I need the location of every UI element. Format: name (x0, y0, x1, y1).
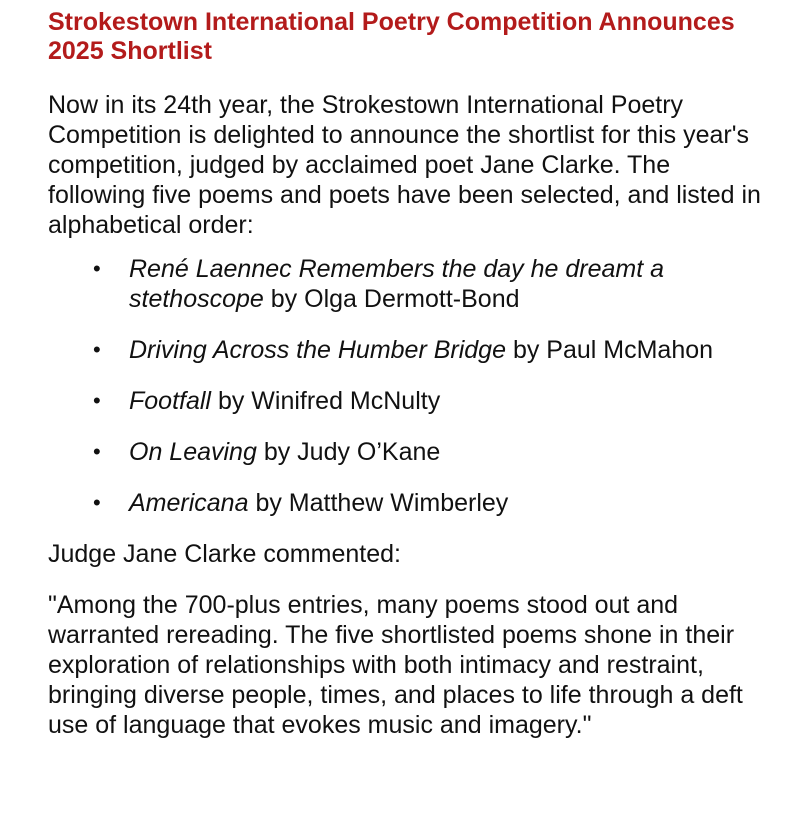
bullet-icon: • (93, 256, 101, 281)
bullet-icon: • (93, 490, 101, 515)
poem-byline: by Olga Dermott-Bond (270, 285, 520, 313)
poem-byline: by Matthew Wimberley (255, 489, 509, 517)
headline: Strokestown International Poetry Competition Announces 2025 Shortlist (48, 8, 735, 65)
bullet-icon: • (93, 337, 101, 362)
list-item (48, 488, 768, 518)
poem-title: Footfall (129, 387, 211, 415)
judge-intro: Judge Jane Clarke commented: (48, 540, 401, 568)
poem-byline: by Judy O’Kane (263, 438, 441, 466)
shortlist (48, 254, 768, 518)
list-item (48, 254, 768, 314)
intro-paragraph: Now in its 24th year, the Strokestown International Poetry Competition is delighted to announce the shortlist for this year's competition, judged by acclaimed poet Jane Clarke. The following five poems and poets have been selected, and listed in alphabetical order: (48, 91, 761, 239)
bullet-icon: • (93, 439, 101, 464)
list-item (48, 386, 768, 416)
bullet-icon: • (93, 388, 101, 413)
poem-title: René Laennec Remembers the day he dreamt a stethoscope (129, 255, 665, 313)
poem-title: Americana (129, 489, 249, 517)
poem-byline: by Paul McMahon (512, 336, 714, 364)
poem-byline: by Winifred McNulty (217, 387, 441, 415)
list-item (48, 437, 768, 467)
poem-title: Driving Across the Humber Bridge (129, 336, 506, 364)
judge-quote: "Among the 700-plus entries, many poems stood out and warranted rereading. The five shortlisted poems shone in their exploration of relationships with both intimacy and restraint, bringing diverse people, times, and places to life through a deft use of language that evokes music and imagery." (48, 591, 743, 739)
poem-title: On Leaving (129, 438, 257, 466)
list-item (48, 335, 768, 365)
